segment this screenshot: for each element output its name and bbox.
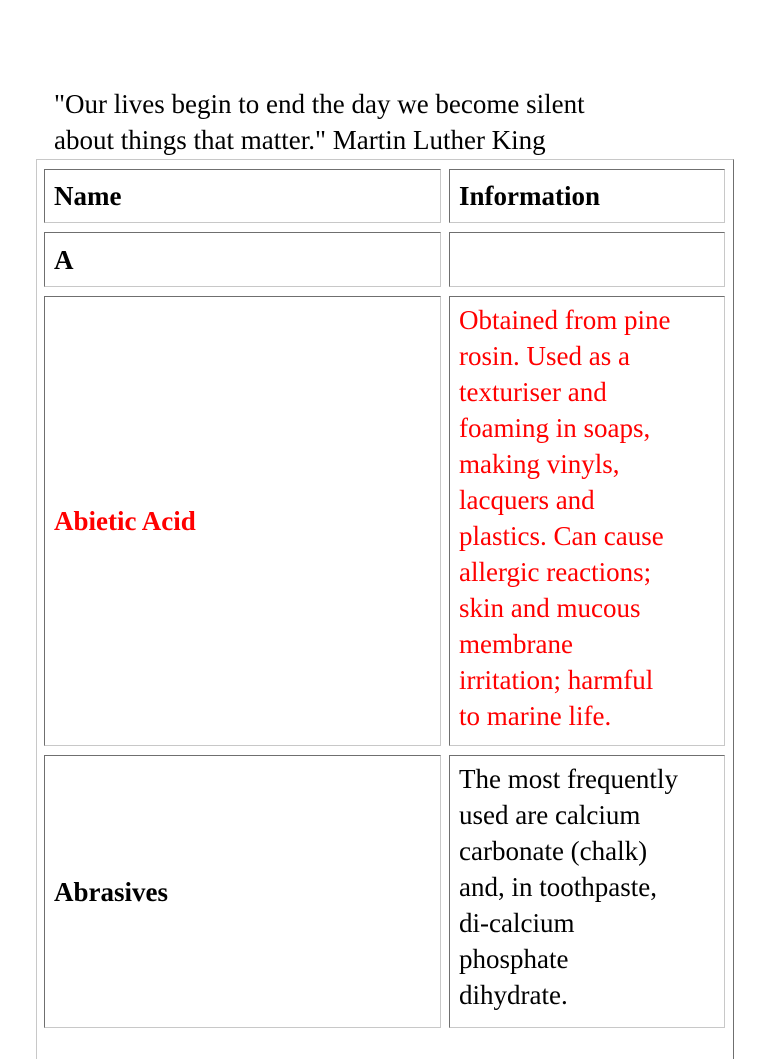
info-line: phosphate [459, 944, 569, 974]
header-information [449, 169, 725, 223]
info-line: The most frequently [459, 764, 678, 794]
table-row-info [449, 296, 725, 746]
info-line: allergic reactions; [459, 557, 652, 587]
table-row-name [44, 296, 441, 746]
info-line: texturiser and [459, 377, 607, 407]
quote-line-2: about things that matter." Martin Luther King [54, 125, 546, 155]
info-line: membrane [459, 629, 573, 659]
info-line: Obtained from pine [459, 305, 671, 335]
ingredient-name-abrasives: Abrasives [54, 876, 168, 907]
info-line: di-calcium [459, 908, 575, 938]
info-line: to marine life. [459, 701, 612, 731]
table-row-name [44, 232, 441, 287]
info-line: and, in toothpaste, [459, 872, 657, 902]
header-information-label: Information [459, 181, 600, 211]
info-line: dihydrate. [459, 980, 568, 1010]
info-line: irritation; harmful [459, 665, 654, 695]
table-row-info [449, 232, 725, 287]
info-line: skin and mucous [459, 593, 641, 623]
info-line: making vinyls, [459, 449, 620, 479]
letter-heading-a: A [54, 244, 74, 275]
info-line: plastics. Can cause [459, 521, 664, 551]
info-line: rosin. Used as a [459, 341, 630, 371]
header-name-label: Name [54, 181, 122, 211]
info-line: foaming in soaps, [459, 413, 651, 443]
info-line: lacquers and [459, 485, 595, 515]
info-line: carbonate (chalk) [459, 836, 648, 866]
table-row-name [44, 755, 441, 1028]
quote [54, 86, 714, 158]
quote-line-1: "Our lives begin to end the day we become silent [54, 89, 585, 119]
info-line: used are calcium [459, 800, 641, 830]
header-name [44, 169, 441, 223]
ingredient-name-abietic-acid: Abietic Acid [54, 506, 196, 536]
table-row-info [449, 755, 725, 1028]
